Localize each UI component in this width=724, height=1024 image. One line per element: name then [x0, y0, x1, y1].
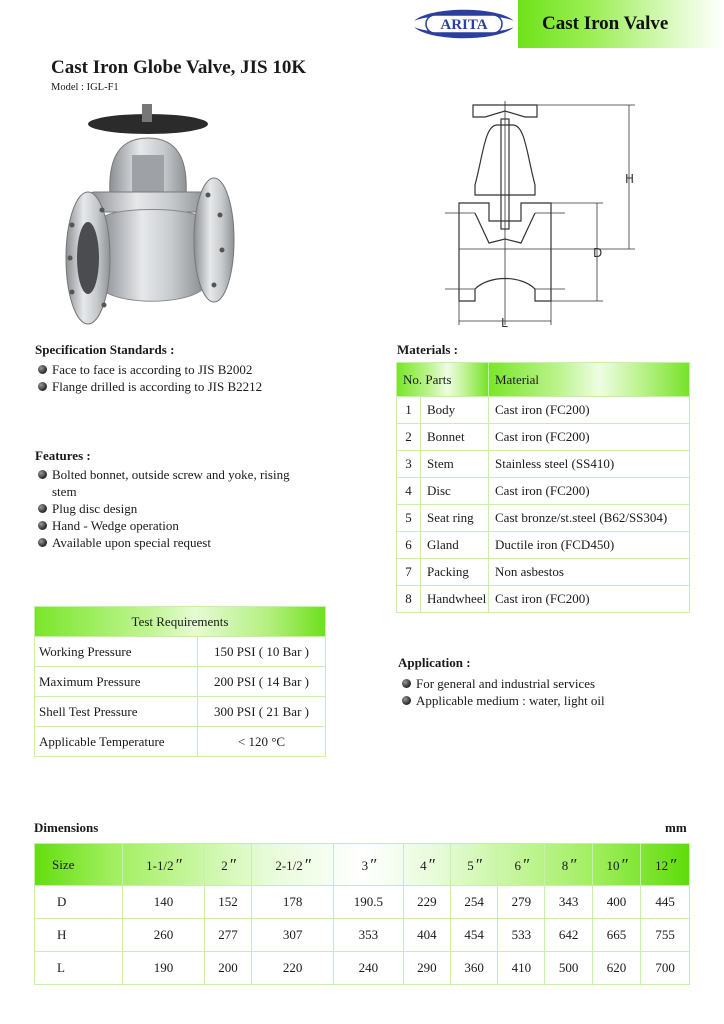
bullet-icon: [38, 504, 47, 513]
materials-row: [397, 397, 690, 424]
material-no: 6: [397, 532, 421, 559]
dimension-value: 454: [450, 919, 497, 952]
features-list: [36, 466, 296, 551]
valve-cross-section-drawing: [445, 95, 645, 335]
bullet-icon: [38, 382, 47, 391]
materials-row: [397, 559, 690, 586]
material-no: 1: [397, 397, 421, 424]
dimension-row: [35, 886, 690, 919]
category-title: Cast Iron Valve: [542, 13, 669, 34]
dimensions-unit: mm: [665, 820, 687, 835]
dimensions-table: [34, 843, 690, 985]
size-header: [252, 844, 334, 886]
dimension-value: 404: [403, 919, 450, 952]
dimension-value: 178: [252, 886, 334, 919]
inch-mark: ″: [228, 854, 235, 874]
dimension-value: 755: [641, 919, 690, 952]
size-value: 1-1/2: [146, 857, 174, 873]
material-value: Non asbestos: [489, 559, 690, 586]
bullet-icon: [38, 365, 47, 374]
dimension-value: 279: [498, 886, 545, 919]
test-requirement-row: [35, 697, 326, 727]
features-item-text: Hand - Wedge operation: [52, 518, 179, 533]
materials-row: [397, 478, 690, 505]
dimension-value: 152: [204, 886, 251, 919]
test-label: Working Pressure: [35, 637, 198, 667]
material-part: Gland: [421, 532, 489, 559]
inch-mark: ″: [369, 854, 376, 874]
test-label: Applicable Temperature: [35, 727, 198, 757]
materials-row: [397, 586, 690, 613]
model-number: Model : IGL-F1: [51, 82, 119, 93]
materials-header-row: [397, 363, 690, 397]
test-value: 300 PSI ( 21 Bar ): [198, 697, 326, 727]
material-no: 3: [397, 451, 421, 478]
dimension-value: 533: [498, 919, 545, 952]
inch-mark: ″: [569, 854, 576, 874]
dimension-label: H: [35, 919, 123, 952]
material-part: Disc: [421, 478, 489, 505]
dimension-row: [35, 919, 690, 952]
logo-text: ARITA: [440, 17, 488, 33]
material-part: Body: [421, 397, 489, 424]
test-value: 200 PSI ( 14 Bar ): [198, 667, 326, 697]
size-value: 2: [221, 857, 228, 873]
material-no: 4: [397, 478, 421, 505]
dimension-label-l: L: [501, 316, 508, 330]
valve-body: [102, 210, 202, 302]
application-item-text: For general and industrial services: [416, 676, 596, 691]
specification-item: [36, 361, 262, 378]
category-banner: [518, 0, 724, 48]
materials-title: Materials :: [397, 342, 459, 357]
size-header: [403, 844, 450, 886]
dimension-value: 410: [498, 952, 545, 985]
dimensions-title: Dimensions: [34, 820, 99, 835]
dimension-value: 290: [403, 952, 450, 985]
dimension-label-d: D: [593, 246, 603, 260]
dimension-value: 500: [545, 952, 592, 985]
application-item: [400, 675, 605, 692]
size-header: [498, 844, 545, 886]
material-value: Cast iron (FC200): [489, 586, 690, 613]
dimension-value: 400: [592, 886, 641, 919]
material-value: Ductile iron (FCD450): [489, 532, 690, 559]
size-value: 4: [420, 857, 427, 873]
dimension-value: 445: [641, 886, 690, 919]
size-value: 2-1/2: [275, 857, 303, 873]
materials-row: [397, 424, 690, 451]
dimension-value: 353: [334, 919, 404, 952]
inch-mark: ″: [474, 854, 481, 874]
test-label: Maximum Pressure: [35, 667, 198, 697]
material-value: Cast iron (FC200): [489, 424, 690, 451]
dimension-value: 360: [450, 952, 497, 985]
dimension-row: [35, 952, 690, 985]
valve-photo: [62, 100, 252, 330]
specification-title: Specification Standards :: [35, 342, 175, 357]
dimension-value: 240: [334, 952, 404, 985]
material-part: Seat ring: [421, 505, 489, 532]
application-item: [400, 692, 605, 709]
material-part: Stem: [421, 451, 489, 478]
inch-mark: ″: [669, 854, 676, 874]
test-label: Shell Test Pressure: [35, 697, 198, 727]
size-value: 3: [361, 857, 369, 873]
specification-item: [36, 378, 262, 395]
bullet-icon: [38, 470, 47, 479]
arita-logo: [410, 4, 518, 44]
test-requirement-row: [35, 727, 326, 757]
dimension-value: 620: [592, 952, 641, 985]
dimension-value: 229: [403, 886, 450, 919]
material-no: 5: [397, 505, 421, 532]
test-requirements-table: [34, 606, 326, 757]
inch-mark: ″: [522, 854, 529, 874]
inch-mark: ″: [427, 854, 434, 874]
size-header: [545, 844, 592, 886]
features-title: Features :: [35, 448, 91, 463]
dimension-label: L: [35, 952, 123, 985]
specification-item-text: Flange drilled is according to JIS B2212: [52, 379, 263, 394]
bullet-icon: [402, 679, 411, 688]
materials-table: [396, 362, 690, 613]
specification-list: [36, 361, 262, 395]
material-part: Handwheel: [421, 586, 489, 613]
dimensions-header-row: [35, 844, 690, 886]
header-size: Size: [35, 844, 123, 886]
features-item: [36, 517, 296, 534]
features-item-text: Available upon special request: [52, 535, 211, 550]
test-value: 150 PSI ( 10 Bar ): [198, 637, 326, 667]
size-value: 5: [467, 857, 474, 873]
features-item: [36, 466, 296, 500]
materials-row: [397, 505, 690, 532]
test-requirement-row: [35, 637, 326, 667]
size-value: 6: [514, 857, 522, 873]
dimension-value: 307: [252, 919, 334, 952]
dimension-value: 220: [252, 952, 334, 985]
bullet-icon: [402, 696, 411, 705]
material-part: Packing: [421, 559, 489, 586]
size-header: [641, 844, 690, 886]
size-header: [334, 844, 404, 886]
dimension-value: 140: [123, 886, 205, 919]
dimension-value: 665: [592, 919, 641, 952]
material-value: Cast iron (FC200): [489, 478, 690, 505]
dimension-value: 190.5: [334, 886, 404, 919]
application-title: Application :: [398, 655, 471, 670]
application-list: [400, 675, 605, 709]
material-no: 8: [397, 586, 421, 613]
material-no: 7: [397, 559, 421, 586]
header-material: Material: [489, 363, 690, 397]
product-title: Cast Iron Globe Valve, JIS 10K: [51, 57, 307, 78]
size-header: [204, 844, 251, 886]
dimension-value: 700: [641, 952, 690, 985]
materials-row: [397, 451, 690, 478]
dimension-value: 343: [545, 886, 592, 919]
material-value: Stainless steel (SS410): [489, 451, 690, 478]
size-header: [592, 844, 641, 886]
size-value: 8: [561, 857, 569, 873]
size-value: 12: [655, 857, 669, 873]
size-header: [123, 844, 205, 886]
application-item-text: Applicable medium : water, light oil: [416, 693, 605, 708]
inch-mark: ″: [174, 854, 181, 874]
dimension-value: 642: [545, 919, 592, 952]
features-item-text: Bolted bonnet, outside screw and yoke, rising stem: [52, 467, 290, 499]
test-requirement-row: [35, 667, 326, 697]
features-item-text: Plug disc design: [52, 501, 138, 516]
size-value: 10: [606, 857, 620, 873]
dimension-label-h: H: [625, 172, 635, 186]
dimension-value: 254: [450, 886, 497, 919]
dimension-value: 200: [204, 952, 251, 985]
features-item: [36, 534, 296, 551]
dimension-value: 277: [204, 919, 251, 952]
dimension-label: D: [35, 886, 123, 919]
test-value: < 120 °C: [198, 727, 326, 757]
bullet-icon: [38, 521, 47, 530]
material-no: 2: [397, 424, 421, 451]
bullet-icon: [38, 538, 47, 547]
material-value: Cast bronze/st.steel (B62/SS304): [489, 505, 690, 532]
dimension-value: 260: [123, 919, 205, 952]
dimension-value: 190: [123, 952, 205, 985]
test-requirements-title: Test Requirements: [35, 607, 326, 637]
material-part: Bonnet: [421, 424, 489, 451]
specification-item-text: Face to face is according to JIS B2002: [52, 362, 253, 377]
header-no-parts: No. Parts: [397, 363, 489, 397]
materials-row: [397, 532, 690, 559]
inch-mark: ″: [303, 854, 310, 874]
inch-mark: ″: [620, 854, 627, 874]
size-header: [450, 844, 497, 886]
material-value: Cast iron (FC200): [489, 397, 690, 424]
features-item: [36, 500, 296, 517]
